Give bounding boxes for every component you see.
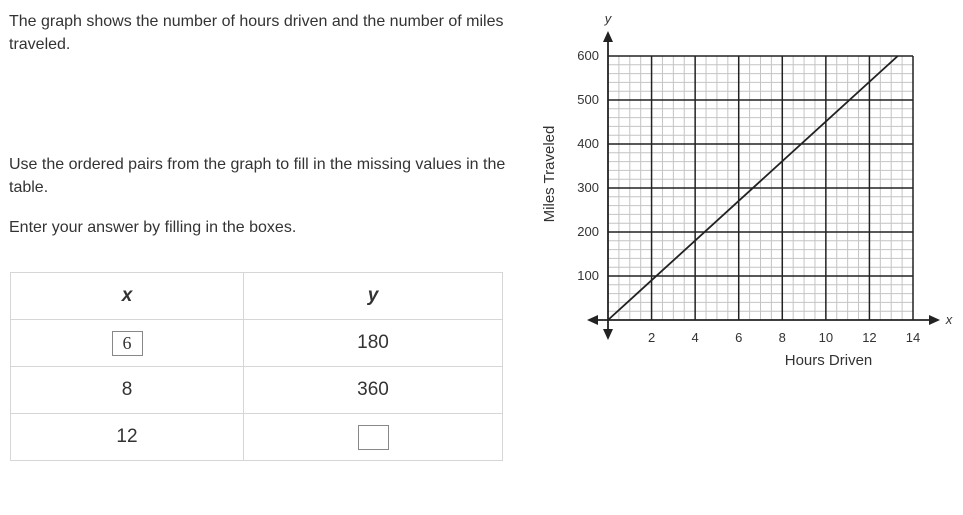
y-axis-title: Miles Traveled — [541, 125, 558, 223]
y-tick-label: 400 — [577, 136, 599, 151]
x-axis-title: Hours Driven — [784, 352, 873, 369]
y-axis-arrow-down — [603, 329, 613, 340]
x-tick-label: 8 — [778, 330, 786, 345]
y-tick-label: 500 — [577, 92, 599, 107]
x-tick-label: 4 — [691, 330, 699, 345]
prompt-instruction: Use the ordered pairs from the graph to fill in the missing values in the table. — [9, 156, 506, 196]
x-axis-arrow-right — [929, 315, 940, 325]
table-value-x: 12 — [116, 426, 138, 447]
table-cell-y — [244, 367, 503, 414]
y-tick-label: 300 — [577, 180, 599, 195]
answer-input-y[interactable] — [358, 425, 389, 450]
table-value-y: 180 — [357, 332, 389, 353]
y-axis-arrow-up — [603, 31, 613, 42]
x-tick-label: 12 — [862, 330, 877, 345]
y-tick-label: 600 — [577, 48, 599, 63]
y-tick-label: 100 — [577, 268, 599, 283]
table-cell-x — [11, 320, 244, 367]
x-axis-letter: x — [945, 312, 953, 327]
table-cell-y — [244, 414, 503, 461]
table-row — [11, 367, 503, 414]
table-header-y: y — [244, 273, 503, 320]
x-tick-label: 6 — [735, 330, 743, 345]
prompt-graph-description: The graph shows the number of hours driven and the number of miles traveled. — [9, 13, 504, 53]
table-header-row — [11, 273, 503, 320]
answer-table — [10, 272, 503, 461]
table-row — [11, 320, 503, 367]
table-cell-x — [11, 367, 244, 414]
y-tick-label: 200 — [577, 224, 599, 239]
x-tick-label: 2 — [647, 330, 656, 345]
table-cell-x — [11, 414, 244, 461]
table-cell-y — [244, 320, 503, 367]
table-value-y: 360 — [357, 379, 389, 400]
answer-input-x[interactable] — [112, 331, 143, 356]
x-tick-label: 10 — [818, 330, 834, 345]
table-row — [11, 414, 503, 461]
hours-miles-chart — [540, 0, 953, 380]
prompt-enter-answer: Enter your answer by filling in the boxes. — [9, 219, 297, 236]
x-tick-label: 14 — [905, 330, 921, 345]
x-axis-arrow-left — [587, 315, 598, 325]
table-header-x: x — [11, 273, 244, 320]
y-axis-letter: y — [604, 11, 612, 26]
table-value-x: 8 — [121, 379, 133, 400]
table-body — [11, 320, 503, 461]
